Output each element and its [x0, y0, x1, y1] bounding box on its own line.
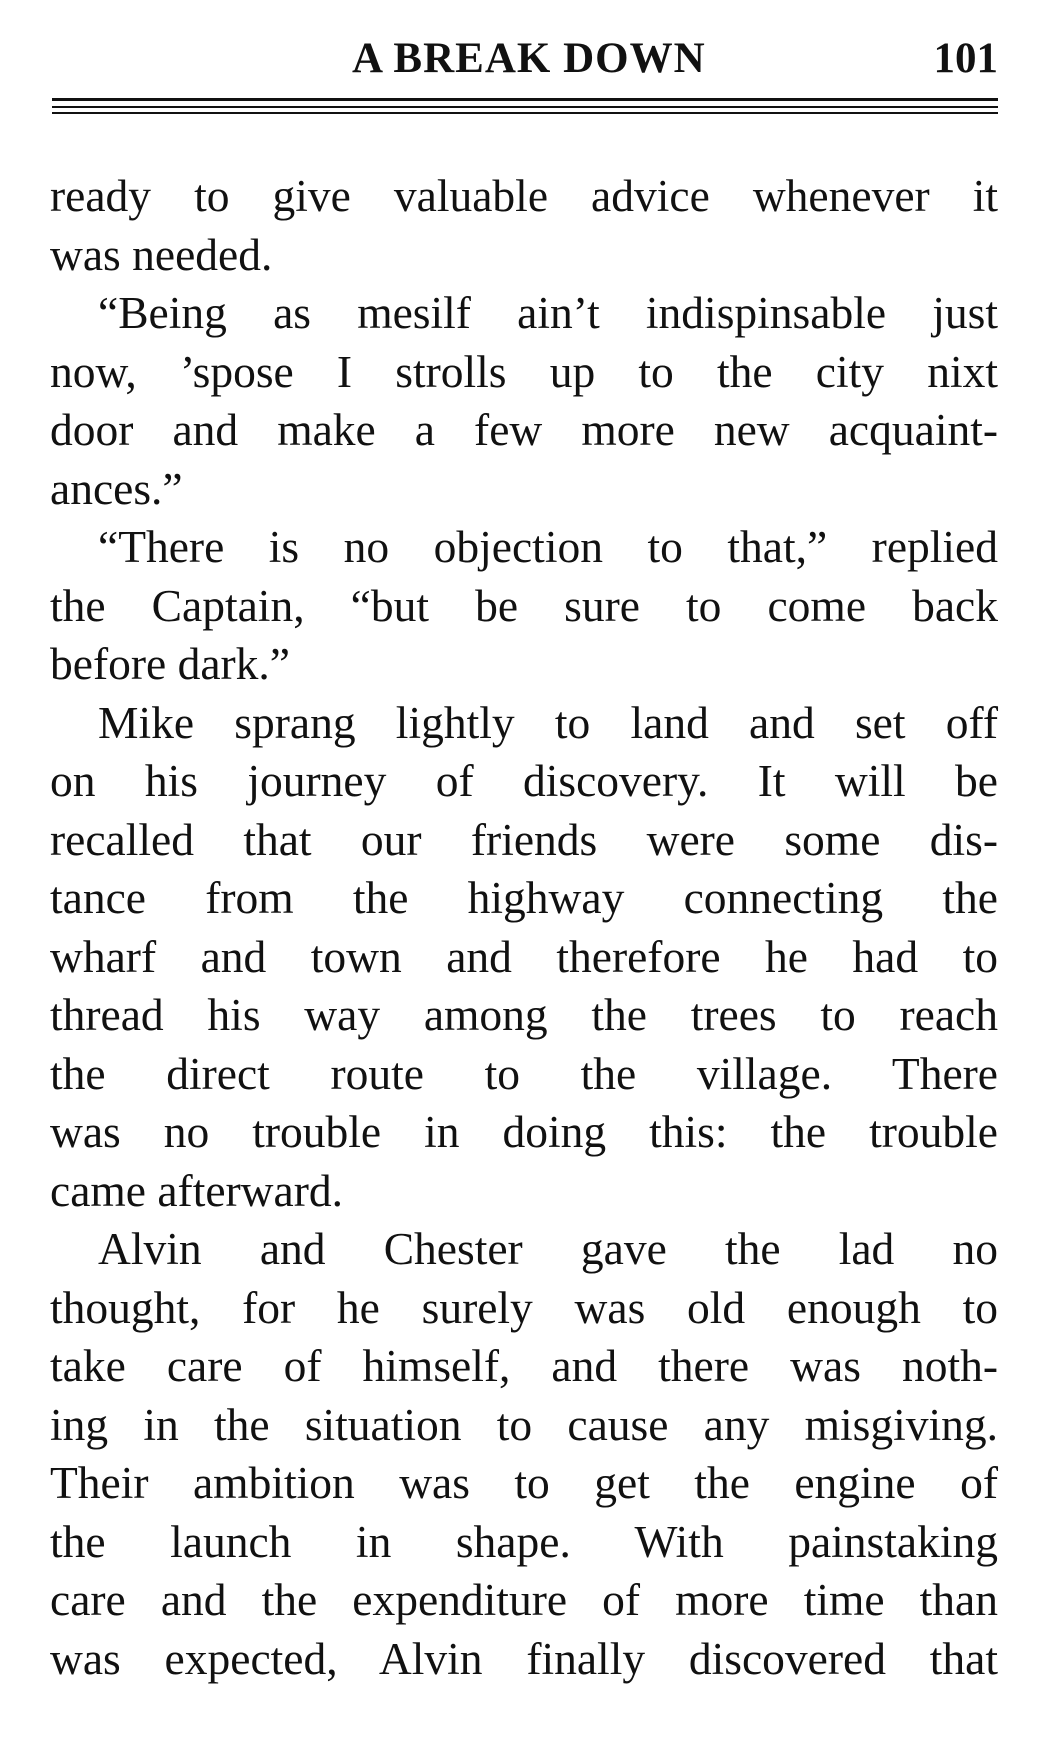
running-head — [52, 30, 998, 90]
text-line: tance from the highway connecting the — [50, 872, 998, 923]
header-rule — [52, 112, 998, 114]
text-line: now, ’spose I strolls up to the city nixt — [50, 345, 998, 397]
body-text — [50, 167, 998, 1688]
text-line: thought, for he surely was old enough to — [50, 1281, 998, 1333]
text-line: Their ambition was to get the engine of — [50, 1457, 998, 1508]
text-line: “There is no objection to that,” replied — [98, 521, 998, 572]
page-number: 101 — [933, 35, 998, 82]
text-line: the direct route to the village. There — [50, 1047, 998, 1099]
text-line: door and make a few more new acquaint- — [50, 404, 998, 455]
text-line: wharf and town and therefore he had to — [50, 930, 998, 982]
header-rule — [52, 106, 998, 108]
text-line: “Being as mesilf ain’t indispinsable just — [98, 287, 998, 338]
text-line: before dark.” — [50, 638, 290, 689]
text-line: thread his way among the trees to reach — [50, 989, 998, 1040]
text-line: Alvin and Chester gave the lad no — [98, 1223, 998, 1274]
text-line: on his journey of discovery. It will be — [50, 755, 998, 806]
text-line: was needed. — [50, 228, 273, 280]
text-line: ances.” — [50, 462, 183, 514]
text-line: ready to give valuable advice whenever it — [50, 170, 998, 221]
text-line: care and the expenditure of more time than — [50, 1574, 998, 1625]
text-line: ing in the situation to cause any misgiving. — [50, 1398, 998, 1450]
text-line: the Captain, “but be sure to come back — [50, 579, 998, 631]
text-line: recalled that our friends were some dis- — [50, 813, 998, 865]
chapter-title: A BREAK DOWN — [352, 35, 706, 82]
text-line: was no trouble in doing this: the trouble — [50, 1106, 998, 1157]
text-line: was expected, Alvin finally discovered that — [50, 1632, 998, 1684]
text-line: the launch in shape. With painstaking — [50, 1515, 998, 1567]
text-line: came afterward. — [50, 1164, 344, 1216]
text-line: Mike sprang lightly to land and set off — [98, 696, 998, 748]
header-rule — [52, 98, 998, 101]
text-line: take care of himself, and there was noth- — [50, 1340, 998, 1391]
